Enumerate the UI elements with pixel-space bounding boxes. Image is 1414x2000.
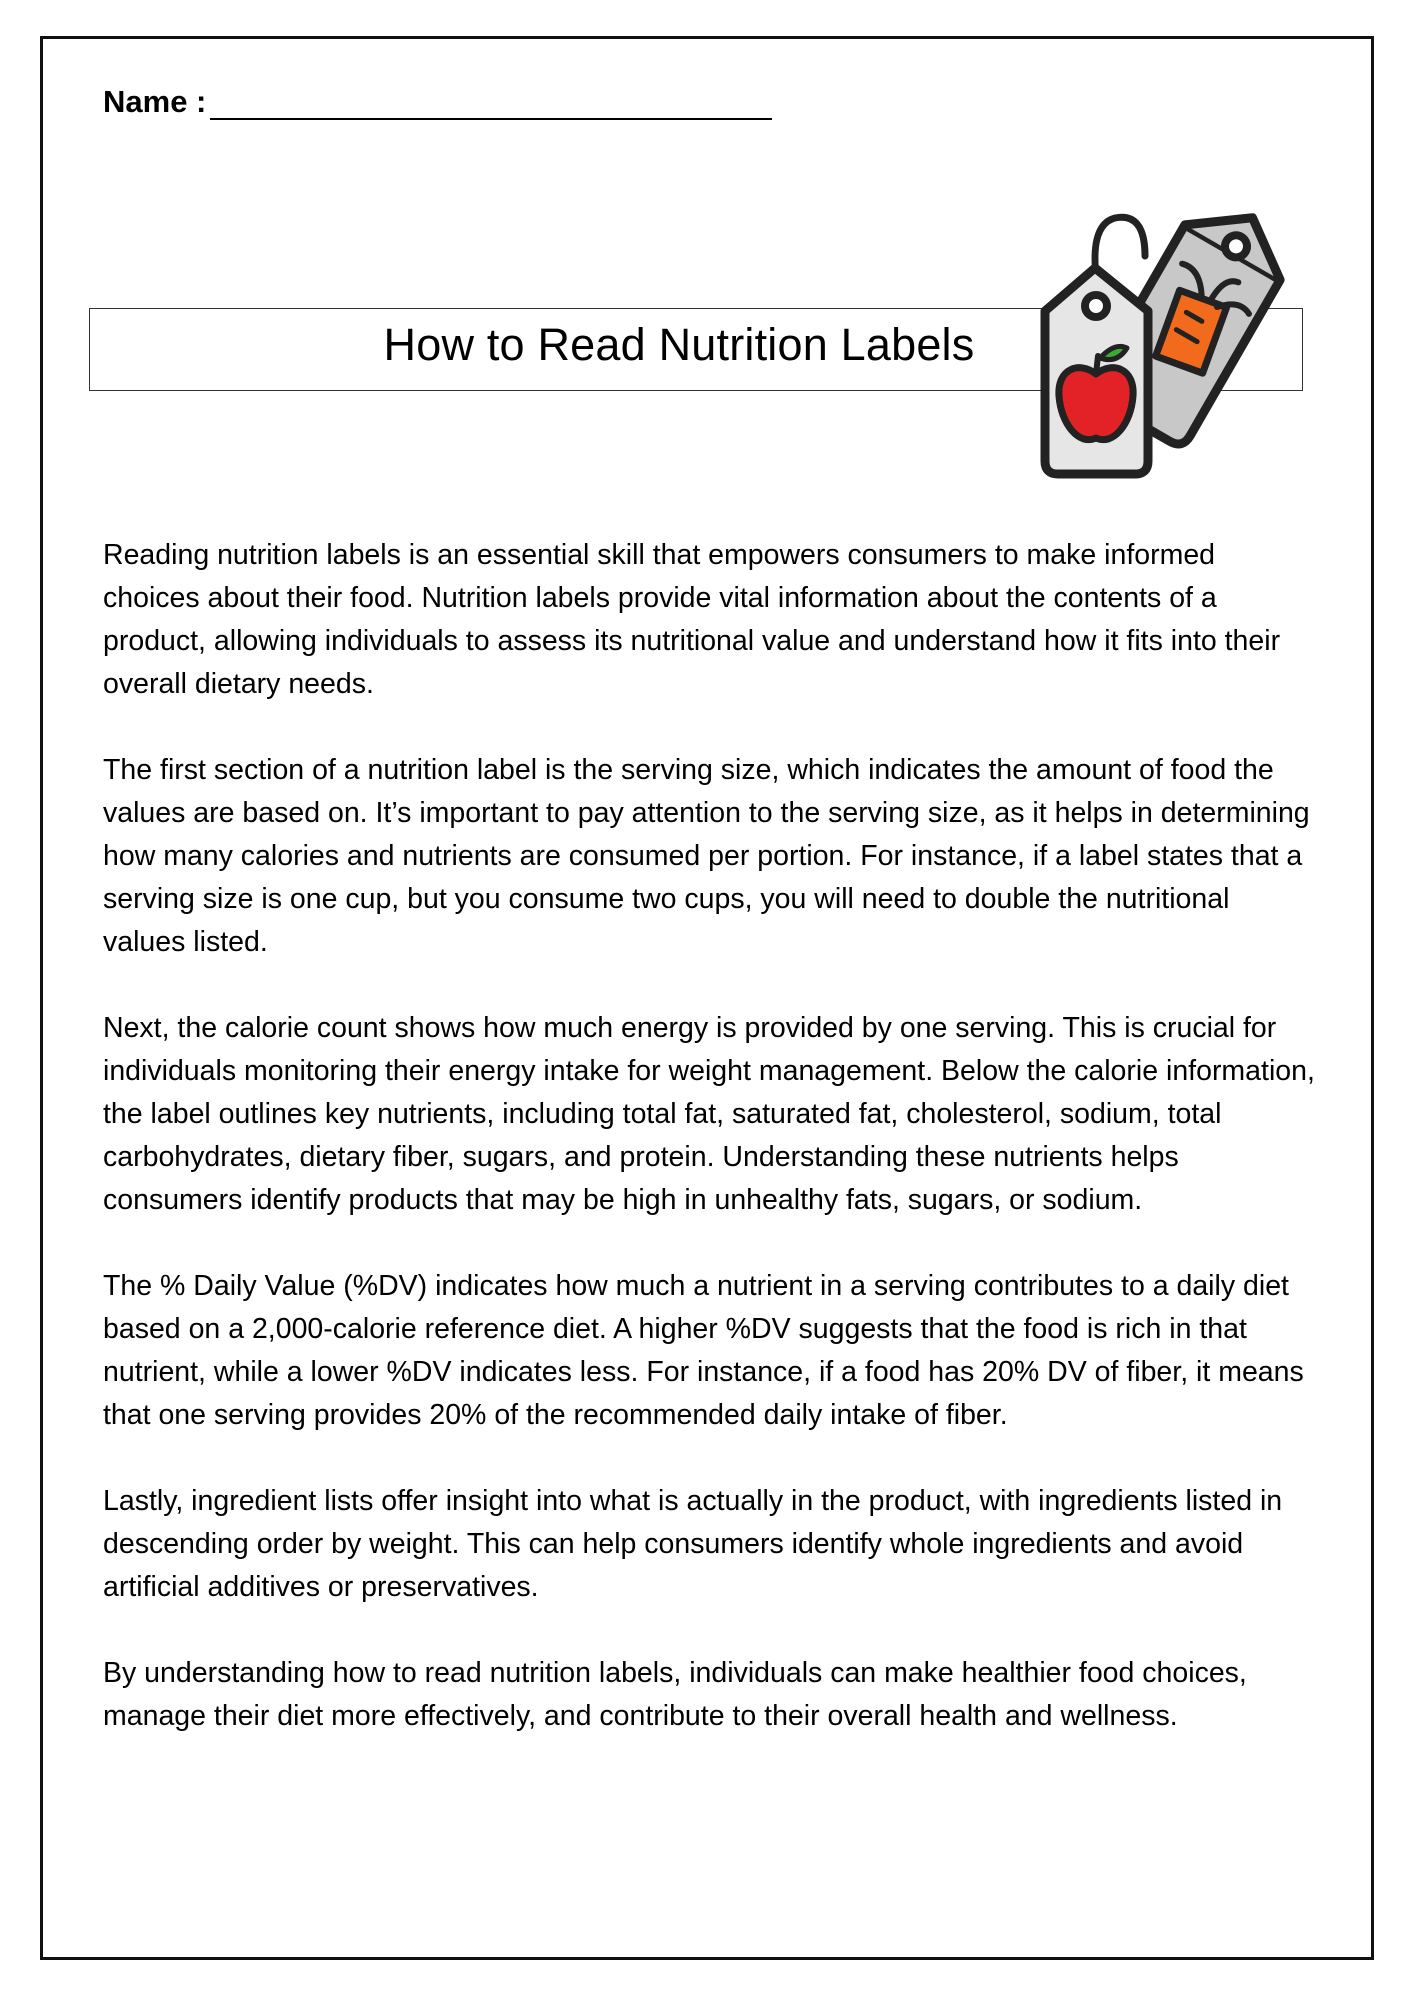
name-input-line[interactable]: [210, 82, 772, 120]
paragraph-daily-value: The % Daily Value (%DV) indicates how much a nutrient in a serving contributes to a daily diet based on a 2,000-calorie reference diet. A higher %DV suggests that the food is rich in that nutrient, while a lower %DV indicates less. For instance, if a food has 20% DV of fiber, it means that one serving provides 20% of the recommended daily intake of fiber.: [103, 1270, 1304, 1431]
price-tags-apple-carrot-icon: [1005, 196, 1315, 486]
name-label: Name :: [103, 84, 207, 119]
paragraph-ingredients: Lastly, ingredient lists offer insight into what is actually in the product, with ingredients listed in descending order by weight. This can help consumers identify whole ingredients and avoid artificial additives or preservatives.: [103, 1485, 1283, 1603]
paragraph-calories: Next, the calorie count shows how much energy is provided by one serving. This is crucial for individuals monitoring their energy intake for weight management. Below the calorie information, the label outlines key nutrients, including total fat, saturated fat, cholesterol, sodium, total carbohydrates, dietary fiber, sugars, and protein. Understanding these nutrients helps consumers identify products that may be high in unhealthy fats, sugars, or sodium.: [103, 1012, 1315, 1216]
front-tag-icon: [1045, 268, 1148, 474]
paragraph-conclusion: By understanding how to read nutrition labels, individuals can make healthier food choices, manage their diet more effectively, and contribute to their overall health and wellness.: [103, 1657, 1247, 1732]
paragraph-intro: Reading nutrition labels is an essential skill that empowers consumers to make informed choices about their food. Nutrition labels provide vital information about the contents of a product, allowing individuals to assess its nutritional value and understand how it fits into their overall dietary needs.: [103, 539, 1281, 700]
paragraph-serving-size: The first section of a nutrition label is the serving size, which indicates the amount of food the values are based on. It’s important to pay attention to the serving size, as it helps in determining how many calories and nutrients are consumed per portion. For instance, if a label states that a serving size is one cup, but you consume two cups, you will need to double the nutritional values listed.: [103, 754, 1310, 958]
article-body: [103, 534, 1318, 1781]
name-field: [103, 82, 772, 120]
page-title: How to Read Nutrition Labels: [383, 319, 975, 370]
